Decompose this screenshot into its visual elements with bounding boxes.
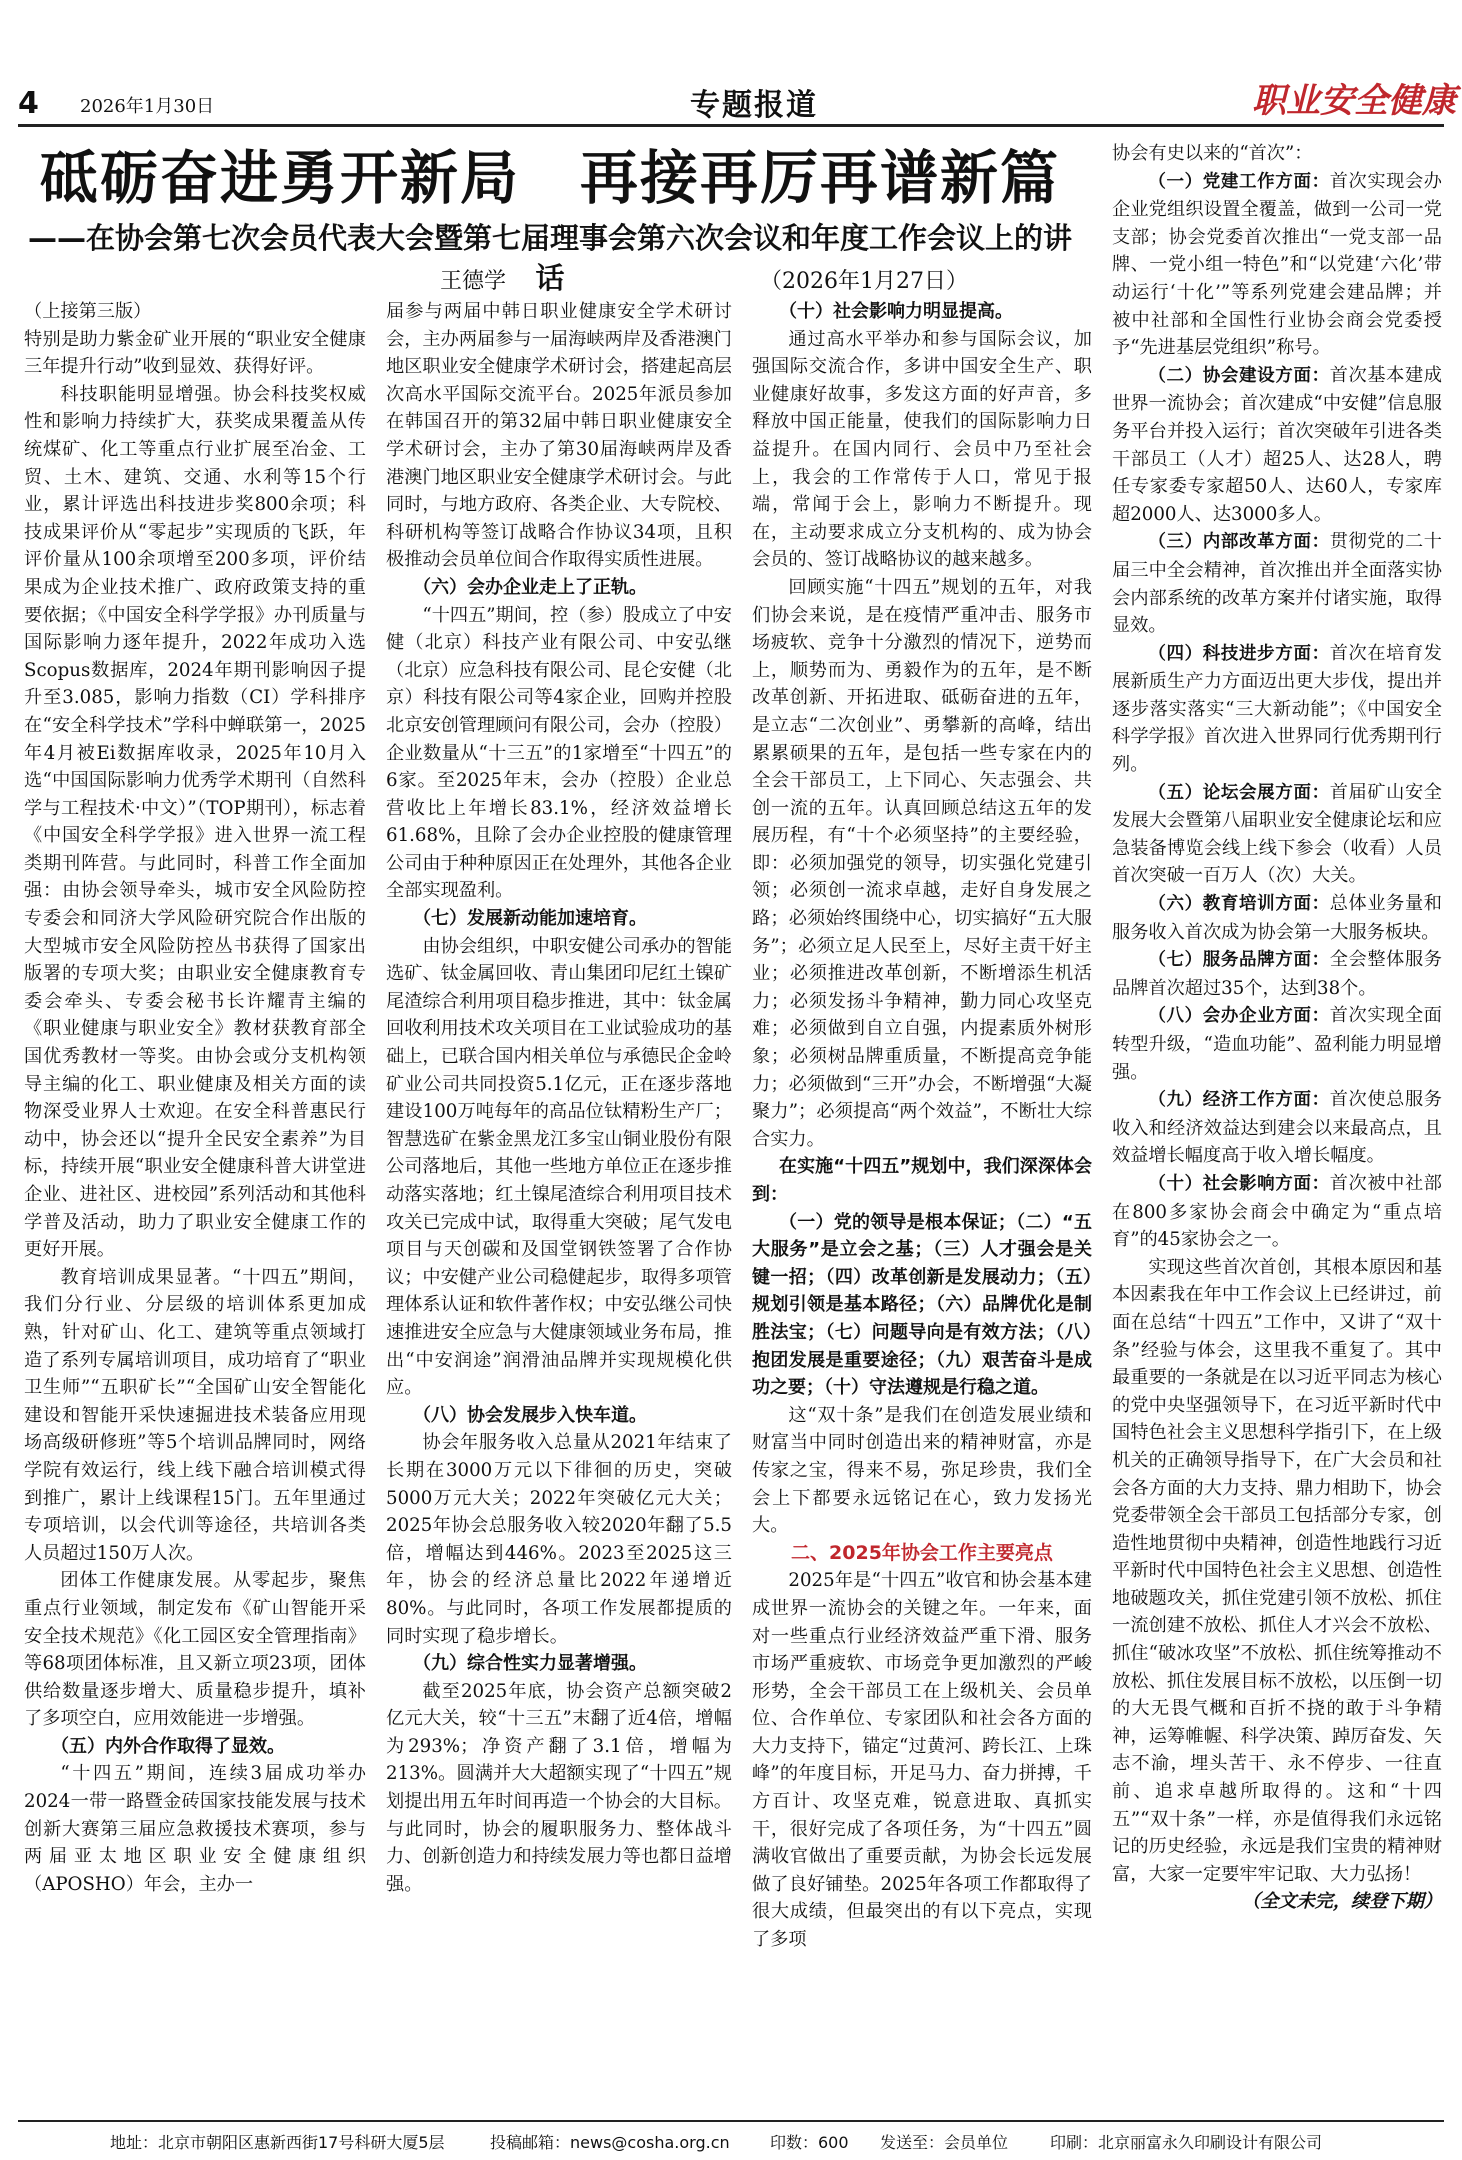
- highlight-item: （三）内部改革方面：贯彻党的二十届三中全会精神，首次推出并全面落实协会内部系统的改革方案并付诸实施，取得显效。: [1112, 531, 1442, 637]
- highlight-label: （八）会办企业方面：: [1148, 1006, 1330, 1027]
- highlight-item: （十）社会影响方面：首次被中社部在800多家协会商会中确定为“重点培育”的45家协会之一。: [1112, 1172, 1442, 1251]
- highlight-label: （一）党建工作方面：: [1148, 171, 1330, 192]
- subheading: （九）综合性实力显著增强。: [413, 1653, 647, 1675]
- highlight-item: （八）会办企业方面：首次实现全面转型升级，“造血功能”、盈利能力明显增强。: [1112, 1005, 1442, 1083]
- highlight-label: （六）教育培训方面：: [1148, 894, 1330, 915]
- paragraph: 由协会组织，中职安健公司承办的智能选矿、钛金属回收、青山集团印尼红土镍矿尾渣综合利用项目稳步推进，其中：钛金属回收利用技术攻关项目在工业试验成功的基础上，已联合国内相关单位与承德民企金岭矿业公司共同投资5.1亿元，正在逐步落地建设100万吨每年的高品位钛精粉生产厂；智慧选矿在紫金黑龙江多宝山铜业股份有限公司落地后，其他一些地方单位正在逐步推动落实落地；红土镍尾渣综合利用项目技术攻关已完成中试，取得重大突破；尾气发电项目与天创碳和及国堂钢铁签署了合作协议；中安健产业公司稳健起步，取得多项管理体系认证和软件著作权；中安弘继公司快速推进安全应急与大健康领域业务布局，推出“中安润途”润滑油品牌并实现规模化供应。: [386, 935, 732, 1399]
- paragraph: “十四五”期间，连续3届成功举办2024一带一路暨金砖国家技能发展与技术创新大赛第三届应急救援技术赛项，参与两届亚太地区职业安全健康组织（APOSHO）年会，主办一: [24, 1763, 366, 1895]
- highlight-item: （一）党建工作方面：首次实现会办企业党组织设置全覆盖，做到一公司一党支部；协会党委首次推出“一党支部一品牌、一党小组一特色”和“以党建‘六化’带动运行‘十化’”等系列党建会建品牌；并被中社部和全国性行业协会商会党委授予“先进基层党组织”称号。: [1112, 170, 1442, 359]
- subheading: （七）发展新动能加速培育。: [413, 908, 647, 930]
- footer-address: 地址：北京市朝阳区惠新西街17号科研大厦5层: [110, 2133, 445, 2152]
- subheading: （八）协会发展步入快车道。: [413, 1404, 647, 1426]
- paragraph: 回顾实施“十四五”规划的五年，对我们协会来说，是在疫情严重冲击、服务市场疲软、竞争十分激烈的情况下，逆势而上，顺势而为、勇毅作为的五年，是不断改革创新、开拓进取、砥砺奋进的五年，是立志“二次创业”、勇攀新的高峰，结出累累硕果的五年，是包括一些专家在内的全会干部员工，上下同心、矢志强会、共创一流的五年。认真回顾总结这五年的发展历程，有“十个必须坚持”的主要经验，即：必须加强党的领导，切实强化党建引领；必须创一流求卓越，走好自身发展之路；必须始终围绕中心，切实搞好“五大服务”；必须立足人民至上，尽好主责干好主业；必须推进改革创新，不断增添生机活力；必须发扬斗争精神，勤力同心攻坚克难；必须做到自立自强，内提素质外树形象；必须树品牌重质量，不断提高竞争能力；必须做到“三开”办会，不断增强“大凝聚力”；必须提高“两个效益”，不断壮大综合实力。: [752, 576, 1092, 1150]
- highlight-label: （二）协会建设方面：: [1148, 365, 1330, 386]
- highlight-label: （五）论坛会展方面：: [1148, 782, 1330, 803]
- page-footer: [0, 2126, 1462, 2156]
- paragraph: 教育培训成果显著。“十四五”期间，我们分行业、分层级的培训体系更加成熟，针对矿山、化工、建筑等重点领域打造了系列专属培训项目，成功培育了“职业卫生师”“五职矿长”“全国矿山安全智能化建设和智能开采快速掘进技术装备应用现场高级研修班”等5个培训品牌同时，网络学院有效运行，线上线下融合培训模式得到推广，累计上线课程15门。五年里通过专项培训，以会代训等途径，共培训各类人员超过150万人次。: [24, 1266, 366, 1564]
- highlight-item: （二）协会建设方面：首次基本建成世界一流协会；首次建成“中安健”信息服务平台并投入运行；首次突破年引进各类干部员工（人才）超25人、达28人，聘任专家委专家超50人、达60人，专家库超2000人、达3000多人。: [1112, 364, 1442, 525]
- article-subtitle: ——在协会第七次会员代表大会暨第七届理事会第六次会议和年度工作会议上的讲话: [27, 221, 1072, 295]
- continuation-note: （上接第三版）: [24, 301, 152, 322]
- text-column-1: [24, 298, 366, 2118]
- paragraph: 协会年服务收入总量从2021年结束了长期在3000万元以下徘徊的历史，突破5000万元大关；2022年突破亿元大关；2025年协会总服务收入较2020年翻了5.5倍，增幅达到446%。2023至2025这三年，协会的经济总量比2022年递增近80%。与此同时，各项工作发展都提质的同时实现了稳步增长。: [386, 1432, 732, 1647]
- paragraph: 截至2025年底，协会资产总额突破2亿元大关，较“十三五”末翻了近4倍，增幅为293%；净资产翻了3.1倍，增幅为213%。圆满并大大超额实现了“十四五”规划提出用五年时间再造一个协会的大目标。与此同时，协会的履职服务力、整体战斗力、创新创造力和持续发展力等也都日益增强。: [386, 1680, 732, 1895]
- subheading: （十）社会影响力明显提高。: [779, 301, 1013, 322]
- paragraph: 特别是助力紫金矿业开展的“职业安全健康三年提升行动”收到显效、获得好评。: [24, 328, 366, 378]
- article-title: 砥砺奋进勇开新局 再接再厉再谱新篇: [39, 144, 1060, 212]
- highlight-label: （七）服务品牌方面：: [1148, 950, 1330, 971]
- paragraph: “十四五”期间，控（参）股成立了中安健（北京）科技产业有限公司、中安弘继（北京）应急科技有限公司、昆仑安健（北京）科技有限公司等4家企业，回购并控股北京安创管理顾问有限公司，会办（控股）企业数量从“十三五”的1家增至“十四五”的6家。至2025年末，会办（控股）企业总营收比上年增长83.1%，经济效益增长61.68%，且除了会办企业控股的健康管理公司由于种种原因正在处理外，其他各企业全部实现盈利。: [386, 604, 732, 902]
- paragraph: 协会有史以来的“首次”：: [1112, 143, 1313, 164]
- speech-date: （2026年1月27日）: [760, 269, 968, 294]
- paragraph: 2025年是“十四五”收官和协会基本建成世界一流协会的关键之年。一年来，面对一些重点行业经济效益严重下滑、服务市场严重疲软、市场竞争更加激烈的严峻形势，全会干部员工在上级机关、会员单位、合作单位、专家团队和社会各方面的大力支持下，锚定“过黄河、跨长江、上珠峰”的年度目标，开足马力、奋力拼搏，千方百计、攻坚克难，锐意进取、真抓实干，很好完成了各项任务，为“十四五”圆满收官做出了重要贡献，为协会长远发展做了良好铺垫。2025年各项工作都取得了很大成绩，但最突出的有以下亮点，实现了多项: [752, 1570, 1092, 1951]
- subheading: 在实施“十四五”规划中，我们深深体会到：: [752, 1156, 1092, 1205]
- subheading: （五）内外合作取得了显效。: [51, 1735, 285, 1757]
- highlight-label: （四）科技进步方面：: [1148, 643, 1330, 664]
- issue-date: 2026年1月30日: [80, 96, 215, 117]
- author: 王德学: [440, 269, 507, 294]
- paragraph: 团体工作健康发展。从零起步，聚焦重点行业领域，制定发布《矿山智能开采安全技术规范》《化工园区安全管理指南》等68项团体标准，且又新立项23项，团体供给数量逐步增大、质量稳步提升，填补了多项空白，应用效能进一步增强。: [24, 1570, 366, 1730]
- section-title: 专题报道: [690, 88, 818, 123]
- footer-email: 投稿邮箱：news@cosha.org.cn: [490, 2133, 730, 2152]
- experience-list: （一）党的领导是根本保证；（二）“五大服务”是立会之基；（三）人才强会是关键一招；（四）改革创新是发展动力；（五）规划引领是基本路径；（六）品牌优化是制胜法宝；（七）问题导向是有效方法；（八）抱团发展是重要途径；（九）艰苦奋斗是成功之要；（十）守法遵规是行稳之道。: [752, 1211, 1092, 1399]
- header-divider: [18, 124, 1444, 127]
- page-number: 4: [18, 86, 39, 121]
- highlight-item: （四）科技进步方面：首次在培育发展新质生产力方面迈出更大步伐，提出并逐步落实落实“三大新动能”；《中国安全科学学报》首次进入世界同行优秀期刊行列。: [1112, 642, 1442, 776]
- subheading: （六）会办企业走上了正轨。: [413, 576, 647, 598]
- text-column-3: [752, 298, 1092, 2118]
- highlight-label: （十）社会影响方面：: [1148, 1173, 1330, 1194]
- footer-divider: [18, 2120, 1444, 2122]
- highlight-label: （九）经济工作方面：: [1148, 1090, 1330, 1111]
- paragraph: 这“双十条”是我们在创造发展业绩和财富当中同时创造出来的精神财富，亦是传家之宝，得来不易，弥足珍贵，我们全会上下都要永远铭记在心，致力发扬光大。: [752, 1404, 1092, 1537]
- footer-distribution: 发送至：会员单位: [880, 2133, 1009, 2152]
- masthead-logo: [1250, 76, 1456, 121]
- paragraph: 实现这些首次首创，其根本原因和基本因素我在年中工作会议上已经讲过，前面在总结“十四五”工作中，又讲了“双十条”经验与体会，这里我不重复了。其中最重要的一条就是在以习近平同志为核心的党中央坚强领导下，在习近平新时代中国特色社会主义思想科学指引下，在上级机关的正确领导指导下，在广大会员和社会各方面的大力支持、鼎力相助下，协会党委带领全会干部员工包括部分专家，创造性地贯彻中央精神，创造性地践行习近平新时代中国特色社会主义思想、创造性地破题攻关，抓住党建引领不放松、抓住一流创建不放松、抓住人才兴会不放松、抓住“破冰攻坚”不放松、抓住统筹推动不放松、抓住发展目标不放松，以压倒一切的大无畏气概和百折不挠的敢于斗争精神，运筹帷幄、科学决策、踔厉奋发、矢志不渝，埋头苦干、永不停步、一往直前、追求卓越所取得的。这和“十四五”“双十条”一样，亦是值得我们永远铭记的历史经验，永远是我们宝贵的精神财富，大家一定要牢牢记取、大力弘扬！: [1112, 1256, 1442, 1885]
- highlight-item: （九）经济工作方面：首次使总服务收入和经济效益达到建会以来最高点，且效益增长幅度高于收入增长幅度。: [1112, 1089, 1442, 1167]
- highlight-item: （五）论坛会展方面：首届矿山安全发展大会暨第八届职业安全健康论坛和应急装备博览会线上线下参会（收看）人员首次突破一百万人（次）大关。: [1112, 781, 1442, 887]
- text-column-2: [386, 298, 732, 2118]
- paragraph: 科技职能明显增强。协会科技奖权威性和影响力持续扩大，获奖成果覆盖从传统煤矿、化工等重点行业扩展至冶金、工贸、土木、建筑、交通、水利等15个行业，累计评选出科技进步奖800余项；科技成果评价从“零起步”实现质的飞跃，年评价量从100余项增至200多项，评价结果成为企业技术推广、政府政策支持的重要依据；《中国安全科学学报》办刊质量与国际影响力逐年提升，2022年成功入选Scopus数据库，2024年期刊影响因子提升至3.085，影响力指数（CI）学科排序在“安全科学技术”学科中蝉联第一，2025年4月被Ei数据库收录，2025年10月入选“中国国际影响力优秀学术期刊（自然科学与工程技术·中文）”（TOP期刊），标志着《中国安全科学学报》进入世界一流工程类期刊阵营。与此同时，科普工作全面加强：由协会领导牵头，城市安全风险防控专委会和同济大学风险研究院合作出版的大型城市安全风险防控丛书获得了国家出版署的专项大奖；由职业安全健康教育专委会牵头、专委会秘书长许耀青主编的《职业健康与职业安全》教材获教育部全国优秀教材一等奖。由协会或分支机构领导主编的化工、职业健康及相关方面的读物深受业界人士欢迎。在安全科普惠民行动中，协会还以“提升全民安全素养”为目标，持续开展“职业安全健康科普大讲堂进企业、进社区、进校园”系列活动和其他科学普及活动，助力了职业安全健康工作的更好开展。: [24, 383, 366, 1261]
- highlight-item: （七）服务品牌方面：全会整体服务品牌首次超过35个，达到38个。: [1112, 949, 1442, 999]
- section-heading: 二、2025年协会工作主要亮点: [791, 1541, 1053, 1564]
- continued-note: （全文未完，续登下期）: [1241, 1891, 1442, 1913]
- logo-text: 职业安全健康: [1252, 81, 1456, 121]
- highlight-item: （六）教育培训方面：总体业务量和服务收入首次成为协会第一大服务板块。: [1112, 893, 1442, 943]
- footer-print-count: 印数：600: [770, 2133, 849, 2152]
- paragraph: 届参与两届中韩日职业健康安全学术研讨会，主办两届参与一届海峡两岸及香港澳门地区职业安全健康学术研讨会，搭建起高层次高水平国际交流平台。2025年派员参加在韩国召开的第32届中韩日职业健康安全学术研讨会，主办了第30届海峡两岸及香港澳门地区职业安全健康学术研讨会。与此同时，与地方政府、各类企业、大专院校、科研机构等签订战略合作协议34项，且积极推动会员单位间合作取得实质性进展。: [386, 301, 732, 571]
- page-header: [0, 0, 1462, 123]
- footer-printer: 印刷：北京丽富永久印刷设计有限公司: [1050, 2133, 1323, 2152]
- highlight-label: （三）内部改革方面：: [1148, 532, 1330, 553]
- text-column-4: [1112, 140, 1442, 2118]
- paragraph: 通过高水平举办和参与国际会议，加强国际交流合作，多讲中国安全生产、职业健康好故事，多发这方面的好声音，多释放中国正能量，使我们的国际影响力日益提升。在国内同行、会员中乃至社会上，我会的工作常传于人口，常见于报端，常闻于会上，影响力不断提升。现在，主动要求成立分支机构的、成为协会会员的、签订战略协议的越来越多。: [752, 328, 1092, 571]
